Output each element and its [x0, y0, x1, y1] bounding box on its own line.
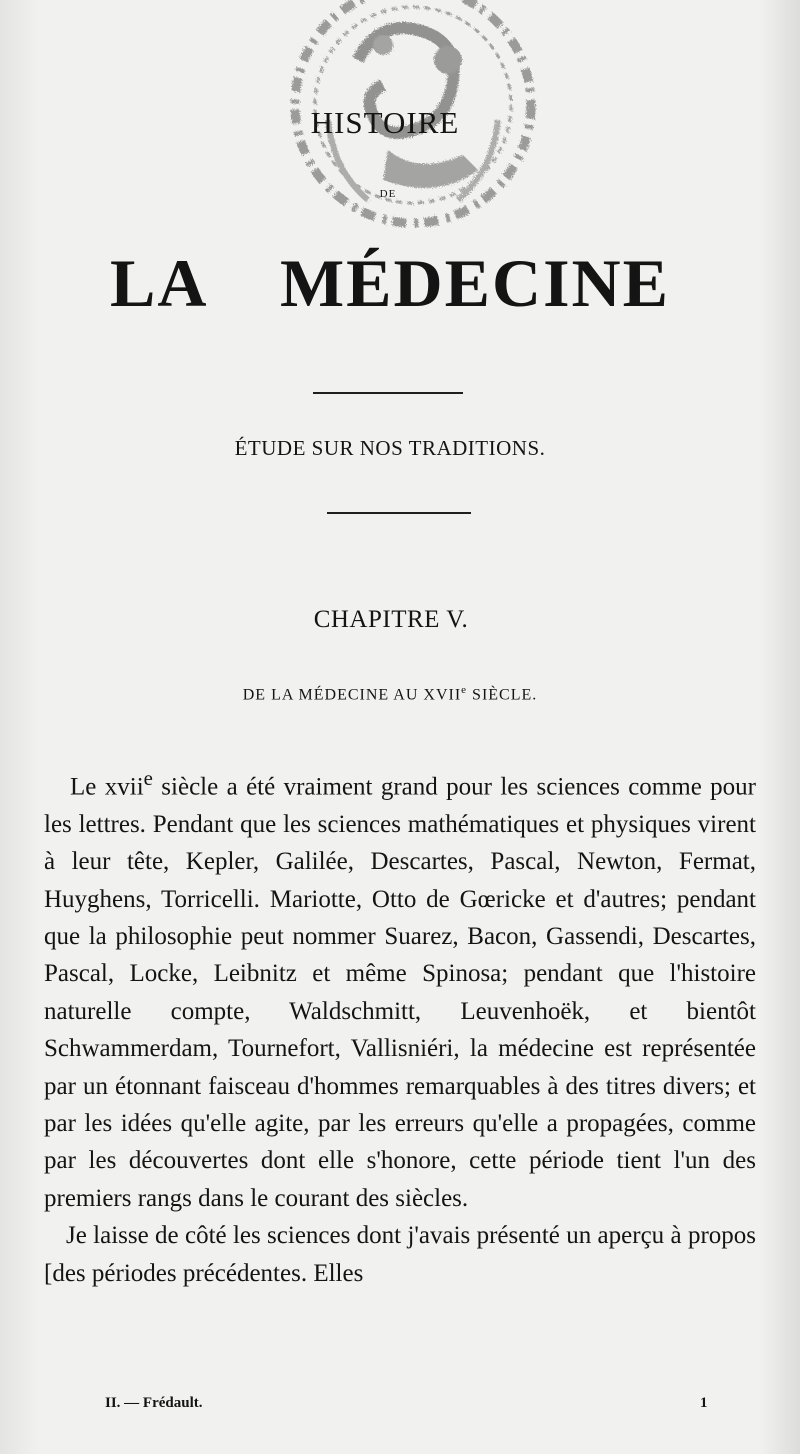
title-histoire: HISTOIRE	[310, 105, 460, 140]
section-heading	[0, 684, 780, 704]
paragraph-1-rest: siècle a été vraiment grand pour les sciences comme pour les lettres. Pendant que les sciences mathématiques et physiques virent à leur tête, Kepler, Galilée, Descartes, Pascal, Newton, Fermat, Huyghens, Torricelli. Mariotte, Otto de Gœricke et d'autres; pendant que la philosophie peut nommer Suarez, Bacon, Gassendi, Descartes, Pascal, Locke, Leibnitz et même Spinosa; pendant que l'histoire naturelle compte, Waldschmitt, Leuvenhoëk, et bientôt Schwammerdam, Tournefort, Vallisniéri, la médecine est représentée par un étonnant faisceau d'hommes remarquables à des titres divers; et par les idées qu'elle agite, par les erreurs qu'elle a propagées, comme par les découvertes dont elle s'honore, cette période tient l'un des premiers rangs dans le courant des siècles.	[44, 773, 756, 1212]
paragraph-2: Je laisse de côté les sciences dont j'avais présenté un aperçu à propos [des périodes précédentes. Elles	[44, 1222, 756, 1287]
chapter-heading: CHAPITRE V.	[313, 606, 469, 633]
subtitle: ÉTUDE SUR NOS TRADITIONS.	[234, 436, 546, 460]
title-de: DE	[379, 188, 397, 200]
section-heading-pre: DE LA MÉDECINE AU XVII	[242, 686, 462, 704]
divider-bottom	[327, 512, 471, 514]
body-text	[44, 760, 756, 1292]
footer-signature: II. — Frédault.	[105, 1395, 203, 1411]
divider-top	[313, 392, 463, 394]
title-la-medecine: LA MÉDECINE	[110, 245, 670, 321]
page-number: 1	[700, 1395, 708, 1411]
paragraph-1-sup: e	[143, 766, 153, 790]
section-heading-post: SIÈCLE.	[467, 686, 538, 704]
paragraph-1	[44, 760, 756, 1217]
paragraph-1-lead: Le xvii	[70, 773, 144, 801]
section-heading-sup: e	[461, 684, 468, 696]
